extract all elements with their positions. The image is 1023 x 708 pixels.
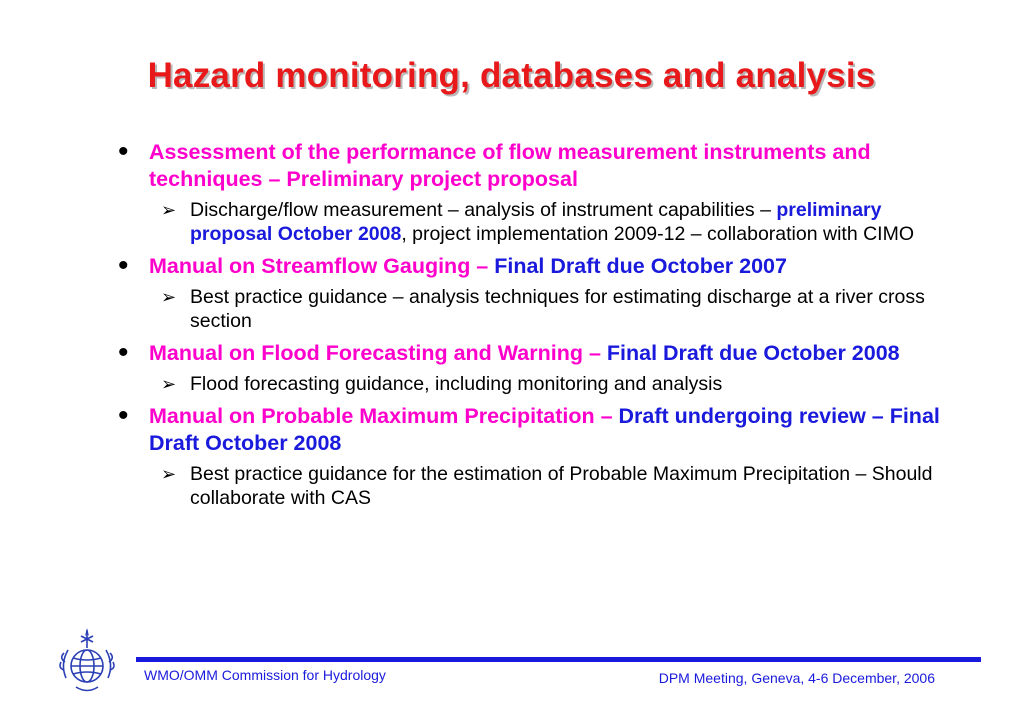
arrow-bullet-icon: ➢	[161, 287, 177, 307]
sub-item-text	[190, 372, 952, 396]
list-item	[112, 336, 952, 369]
slide-title: Hazard monitoring, databases and analysis	[147, 56, 876, 95]
sub-item	[149, 372, 952, 396]
wmo-emblem-icon	[52, 624, 122, 700]
sub-item-text	[190, 462, 952, 510]
bullet-icon: •	[118, 135, 129, 168]
sub-item-text-after: , project implementation 2009-12 – collaboration with CIMO	[401, 223, 915, 245]
arrow-bullet-icon: ➢	[161, 464, 177, 484]
bullet-icon: •	[118, 249, 129, 282]
sub-item-text-before: Flood forecasting guidance, including monitoring and analysis	[190, 373, 723, 395]
sub-item-text-highlight: preliminary proposal October 2008	[190, 199, 882, 245]
list-item	[112, 399, 952, 457]
bullet-heading-pink: Manual on Probable Maximum Precipitation –	[149, 404, 619, 428]
bullet-heading-pink: Manual on Streamflow Gauging –	[149, 254, 495, 278]
footer-right-text: DPM Meeting, Geneva, 4-6 December, 2006	[658, 670, 935, 686]
bullet-heading-blue: Final Draft due October 2008	[606, 341, 900, 365]
bullet-icon: •	[118, 399, 129, 432]
bullet-list	[112, 135, 952, 517]
sub-item-text-before: Discharge/flow measurement – analysis of instrument capabilities –	[190, 199, 777, 221]
bullet-heading	[149, 253, 952, 280]
sub-item	[149, 285, 952, 333]
bullet-heading-blue: Final Draft due October 2007	[494, 254, 787, 278]
arrow-bullet-icon: ➢	[161, 374, 177, 394]
sub-item	[149, 198, 952, 246]
bullet-icon: •	[118, 336, 129, 369]
bullet-heading	[149, 403, 952, 457]
footer-divider	[136, 657, 981, 662]
footer-left-text: WMO/OMM Commission for Hydrology	[144, 667, 386, 683]
sub-item-text	[190, 198, 952, 246]
bullet-heading-pink: Manual on Flood Forecasting and Warning –	[149, 341, 607, 365]
sub-item-text-before: Best practice guidance for the estimation of Probable Maximum Precipitation – Should collaborate with CAS	[190, 463, 933, 509]
sub-item	[149, 462, 952, 510]
list-item	[112, 249, 952, 282]
arrow-bullet-icon: ➢	[161, 200, 177, 220]
bullet-heading-blue: Draft undergoing review – Final Draft October 2008	[149, 404, 940, 455]
list-item	[112, 135, 952, 193]
sub-item-text	[190, 285, 952, 333]
bullet-heading-pink: Assessment of the performance of flow measurement instruments and techniques – Preliminary project proposal	[149, 140, 871, 191]
sub-item-text-before: Best practice guidance – analysis techniques for estimating discharge at a river cross section	[190, 286, 925, 332]
bullet-heading	[149, 340, 952, 367]
bullet-heading	[149, 139, 952, 193]
